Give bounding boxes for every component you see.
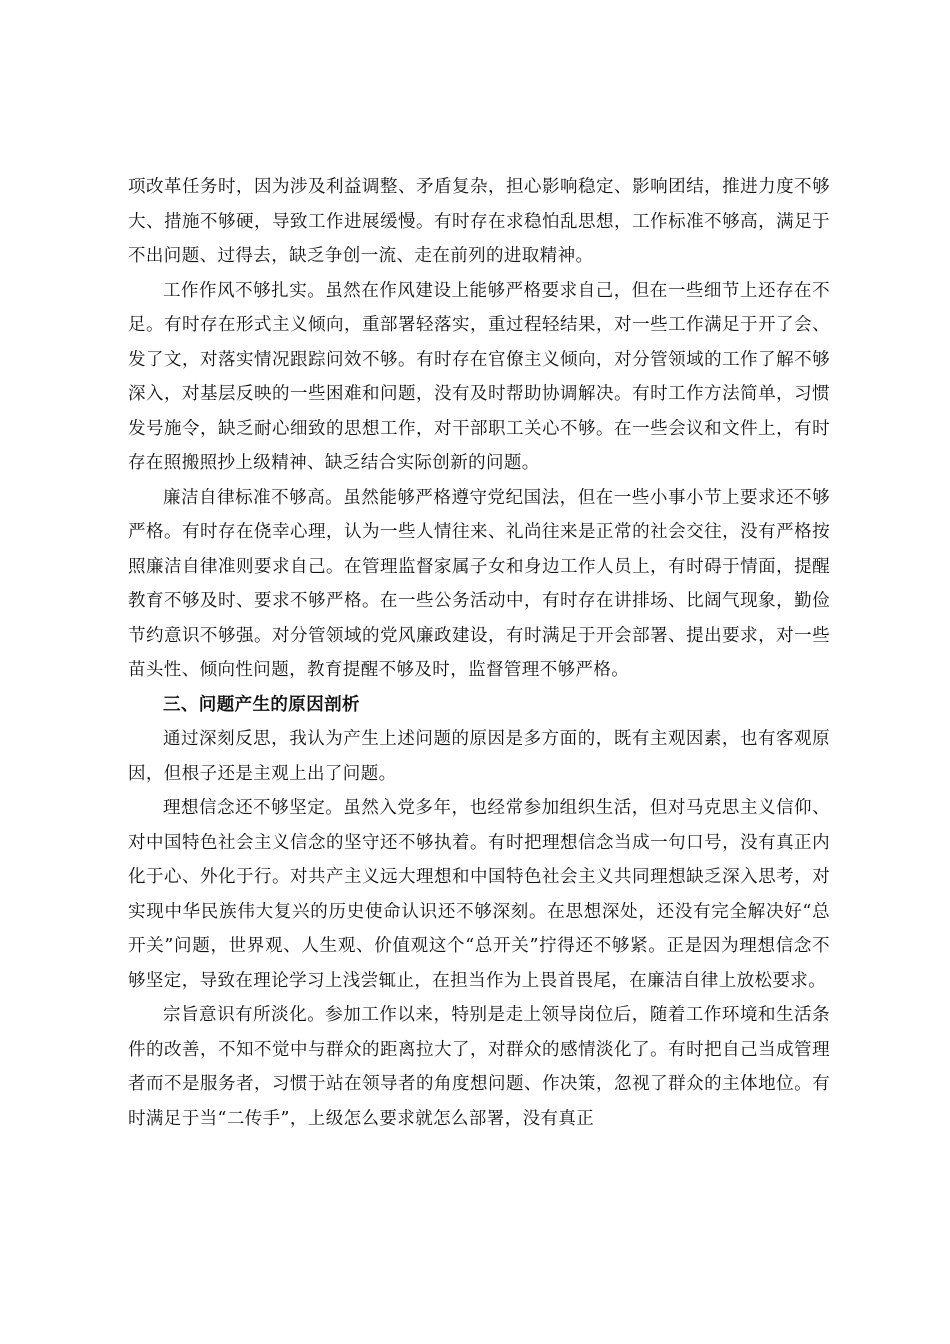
paragraph-purpose: 宗旨意识有所淡化。参加工作以来，特别是走上领导岗位后，随着工作环境和生活条件的改善，不知不觉中与群众的距离拉大了，对群众的感情淡化了。有时把自己当成管理者而不是服务者，习惯于站在领导者的角度想问题、作决策，忽视了群众的主体地位。有时满足于当“二传手”，上级怎么要求就怎么部署，没有真正 — [128, 1005, 830, 1129]
paragraph-work-style: 工作作风不够扎实。虽然在作风建设上能够严格要求自己，但在一些细节上还存在不足。有时存在形式主义倾向，重部署轻落实，重过程轻结果，对一些工作满足于开了会、发了文，对落实情况跟踪问效不够。有时存在官僚主义倾向，对分管领域的工作了解不够深入，对基层反映的一些困难和问题，没有及时帮助协调解决。有时工作方法简单，习惯发号施令，缺乏耐心细致的思想工作，对干部职工关心不够。在一些会议和文件上，有时存在照搬照抄上级精神、缺乏结合实际创新的问题。 — [128, 280, 830, 473]
document-body — [128, 170, 830, 1136]
paragraph-integrity: 廉洁自律标准不够高。虽然能够严格遵守党纪国法，但在一些小事小节上要求还不够严格。有时存在侥幸心理，认为一些人情往来、礼尚往来是正常的社会交往，没有严格按照廉洁自律准则要求自己。在管理监督家属子女和身边工作人员上，有时碍于情面，提醒教育不够及时、要求不够严格。在一些公务活动中，有时存在讲排场、比阔气现象，勤俭节约意识不够强。对分管领域的党风廉政建设，有时满足于开会部署、提出要求，对一些苗头性、倾向性问题，教育提醒不够及时，监督管理不够严格。 — [128, 487, 830, 680]
paragraph-reflection: 通过深刻反思，我认为产生上述问题的原因是多方面的，既有主观因素，也有客观原因，但根子还是主观上出了问题。 — [128, 729, 830, 784]
section-heading-causes: 三、问题产生的原因剖析 — [163, 694, 360, 715]
paragraph-continuation: 项改革任务时，因为涉及利益调整、矛盾复杂，担心影响稳定、影响团结，推进力度不够大、措施不够硬，导致工作进展缓慢。有时存在求稳怕乱思想，工作标准不够高，满足于不出问题、过得去，缺乏争创一流、走在前列的进取精神。 — [128, 177, 830, 266]
paragraph-ideals: 理想信念还不够坚定。虽然入党多年，也经常参加组织生活，但对马克思主义信仰、对中国特色社会主义信念的坚守还不够执着。有时把理想信念当成一句口号，没有真正内化于心、外化于行。对共产主义远大理想和中国特色社会主义共同理想缺乏深入思考，对实现中华民族伟大复兴的历史使命认识还不够深刻。在思想深处，还没有完全解决好“总开关”问题，世界观、人生观、价值观这个“总开关”拧得还不够紧。正是因为理想信念不够坚定，导致在理论学习上浅尝辄止，在担当作为上畏首畏尾，在廉洁自律上放松要求。 — [128, 798, 830, 991]
